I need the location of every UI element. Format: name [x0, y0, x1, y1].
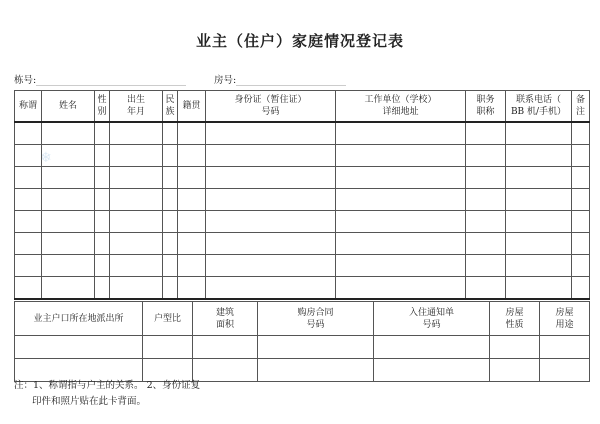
member-row: [15, 277, 590, 300]
form-cell[interactable]: [95, 211, 110, 233]
header-position-text: 职务 职称: [476, 95, 495, 117]
member-row: [15, 122, 590, 145]
form-cell[interactable]: [506, 277, 572, 300]
form-cell[interactable]: [42, 189, 95, 211]
property-header-row: [15, 302, 590, 336]
form-cell[interactable]: [572, 211, 590, 233]
form-cell[interactable]: [572, 189, 590, 211]
form-cell[interactable]: [258, 359, 374, 382]
form-cell[interactable]: [163, 145, 178, 167]
header-property-nature: [490, 302, 540, 336]
form-cell[interactable]: [15, 277, 42, 300]
form-cell[interactable]: [374, 359, 490, 382]
form-cell[interactable]: [110, 277, 163, 300]
building-number-field: [14, 72, 186, 86]
form-cell[interactable]: [95, 277, 110, 300]
header-ethnicity: [163, 91, 178, 123]
form-cell[interactable]: [42, 255, 95, 277]
header-native-place: 籍贯: [178, 91, 206, 123]
form-cell[interactable]: [336, 122, 466, 145]
header-phone-text: 联系电话（ BB 机/手机）: [510, 95, 567, 117]
form-cell[interactable]: [466, 145, 506, 167]
form-cell[interactable]: [336, 211, 466, 233]
form-cell[interactable]: [466, 277, 506, 300]
form-cell[interactable]: [466, 189, 506, 211]
form-cell[interactable]: [143, 336, 193, 359]
header-name: 姓名: [42, 91, 95, 123]
form-cell[interactable]: [572, 167, 590, 189]
form-cell[interactable]: [110, 233, 163, 255]
form-cell[interactable]: [258, 336, 374, 359]
form-cell[interactable]: [540, 336, 590, 359]
form-cell[interactable]: [490, 336, 540, 359]
member-row: [15, 233, 590, 255]
form-cell[interactable]: [95, 122, 110, 145]
member-row: [15, 145, 590, 167]
header-remarks-text: 备 注: [575, 95, 585, 117]
header-contract-number-text: 购房合同 号码: [297, 307, 334, 330]
form-cell[interactable]: [42, 145, 95, 167]
form-cell[interactable]: [110, 255, 163, 277]
form-cell[interactable]: [163, 189, 178, 211]
form-cell[interactable]: [206, 255, 336, 277]
room-number-field: [214, 72, 346, 86]
form-cell[interactable]: [572, 233, 590, 255]
header-gender-text: 性 别: [97, 95, 107, 117]
room-number-value[interactable]: [236, 75, 346, 86]
form-cell[interactable]: [506, 233, 572, 255]
note-line-2: 印件和照片贴在此卡背面。: [32, 396, 147, 407]
form-cell[interactable]: [15, 189, 42, 211]
form-cell[interactable]: [95, 167, 110, 189]
form-cell[interactable]: [506, 122, 572, 145]
header-floor-area: [193, 302, 258, 336]
form-cell[interactable]: [178, 255, 206, 277]
form-cell[interactable]: [15, 167, 42, 189]
form-cell[interactable]: [336, 255, 466, 277]
member-row: [15, 189, 590, 211]
header-workplace-text: 工作单位（学校） 详细地址: [364, 95, 437, 117]
header-police-station: 业主户口所在地派出所: [15, 302, 143, 336]
property-info-table: [14, 301, 590, 382]
household-members-table: [14, 90, 590, 300]
header-id-card: [206, 91, 336, 123]
form-cell[interactable]: [110, 167, 163, 189]
form-cell[interactable]: [336, 233, 466, 255]
room-number-label: 房号:: [214, 75, 237, 86]
watermark-icon: ❄: [40, 150, 52, 166]
form-cell[interactable]: [466, 167, 506, 189]
form-cell[interactable]: [15, 211, 42, 233]
form-cell[interactable]: [506, 145, 572, 167]
header-id-card-text: 身份证（暂住证） 号码: [234, 95, 307, 117]
form-cell[interactable]: [206, 211, 336, 233]
form-cell[interactable]: [374, 336, 490, 359]
header-property-use: [540, 302, 590, 336]
form-cell[interactable]: [506, 211, 572, 233]
form-cell[interactable]: [15, 255, 42, 277]
form-cell[interactable]: [42, 277, 95, 300]
form-cell[interactable]: [206, 145, 336, 167]
form-cell[interactable]: [110, 211, 163, 233]
form-cell[interactable]: [163, 211, 178, 233]
header-movein-notice-text: 入住通知单 号码: [408, 307, 454, 330]
form-cell[interactable]: [336, 189, 466, 211]
form-cell[interactable]: [163, 167, 178, 189]
form-cell[interactable]: [572, 255, 590, 277]
form-cell[interactable]: [490, 359, 540, 382]
form-cell[interactable]: [193, 336, 258, 359]
header-relation: 称谓: [15, 91, 42, 123]
form-cell[interactable]: [42, 211, 95, 233]
member-row: [15, 255, 590, 277]
form-cell[interactable]: [178, 211, 206, 233]
form-cell[interactable]: [193, 359, 258, 382]
form-cell[interactable]: [540, 359, 590, 382]
form-cell[interactable]: [178, 145, 206, 167]
form-cell[interactable]: [15, 233, 42, 255]
form-cell[interactable]: [15, 336, 143, 359]
header-property-nature-text: 房屋 性质: [505, 307, 524, 330]
form-cell[interactable]: [178, 233, 206, 255]
header-birth: [110, 91, 163, 123]
form-cell[interactable]: [206, 277, 336, 300]
form-cell[interactable]: [466, 255, 506, 277]
form-cell[interactable]: [466, 211, 506, 233]
form-cell[interactable]: [110, 145, 163, 167]
form-notes: [14, 378, 200, 410]
property-row: [15, 336, 590, 359]
header-position: [466, 91, 506, 123]
header-contract-number: [258, 302, 374, 336]
header-movein-notice: [374, 302, 490, 336]
member-row: [15, 167, 590, 189]
form-cell[interactable]: [572, 122, 590, 145]
form-cell[interactable]: [206, 167, 336, 189]
form-cell[interactable]: [572, 145, 590, 167]
header-gender: [95, 91, 110, 123]
header-floor-area-text: 建筑 面积: [215, 307, 234, 330]
form-cell[interactable]: [336, 167, 466, 189]
form-cell[interactable]: [206, 189, 336, 211]
form-cell[interactable]: [178, 277, 206, 300]
header-remarks: [572, 91, 590, 123]
form-title: 业主（住户）家庭情况登记表: [195, 32, 404, 50]
form-cell[interactable]: [178, 122, 206, 145]
form-cell[interactable]: [15, 145, 42, 167]
form-cell[interactable]: [466, 122, 506, 145]
form-cell[interactable]: [506, 167, 572, 189]
header-phone: [506, 91, 572, 123]
form-cell[interactable]: [206, 122, 336, 145]
form-cell[interactable]: [15, 122, 42, 145]
form-cell[interactable]: [163, 122, 178, 145]
form-cell[interactable]: [163, 233, 178, 255]
form-cell[interactable]: [42, 233, 95, 255]
member-row: [15, 211, 590, 233]
form-cell[interactable]: [42, 167, 95, 189]
form-cell[interactable]: [206, 233, 336, 255]
form-cell[interactable]: [163, 255, 178, 277]
header-workplace: [336, 91, 466, 123]
members-header-row: [15, 91, 590, 123]
form-cell[interactable]: [466, 233, 506, 255]
form-cell[interactable]: [336, 145, 466, 167]
header-unit-type: 户型比: [143, 302, 193, 336]
header-birth-text: 出生 年月: [126, 95, 145, 117]
header-ethnicity-text: 民 族: [165, 95, 175, 117]
form-cell[interactable]: [336, 277, 466, 300]
form-cell[interactable]: [110, 189, 163, 211]
form-cell[interactable]: [95, 233, 110, 255]
form-cell[interactable]: [163, 277, 178, 300]
header-property-use-text: 房屋 用途: [555, 307, 574, 330]
form-cell[interactable]: [110, 122, 163, 145]
form-cell[interactable]: [506, 189, 572, 211]
form-cell[interactable]: [95, 145, 110, 167]
form-cell[interactable]: [42, 122, 95, 145]
form-cell[interactable]: [95, 255, 110, 277]
building-number-value[interactable]: [36, 75, 186, 86]
form-cell[interactable]: [178, 167, 206, 189]
form-cell[interactable]: [95, 189, 110, 211]
note-line-1: 注：1、称谓指与户主的关系。 2、身份证复: [14, 380, 201, 391]
form-cell[interactable]: [506, 255, 572, 277]
form-cell[interactable]: [178, 189, 206, 211]
building-number-label: 栋号:: [14, 75, 37, 86]
form-cell[interactable]: [572, 277, 590, 300]
